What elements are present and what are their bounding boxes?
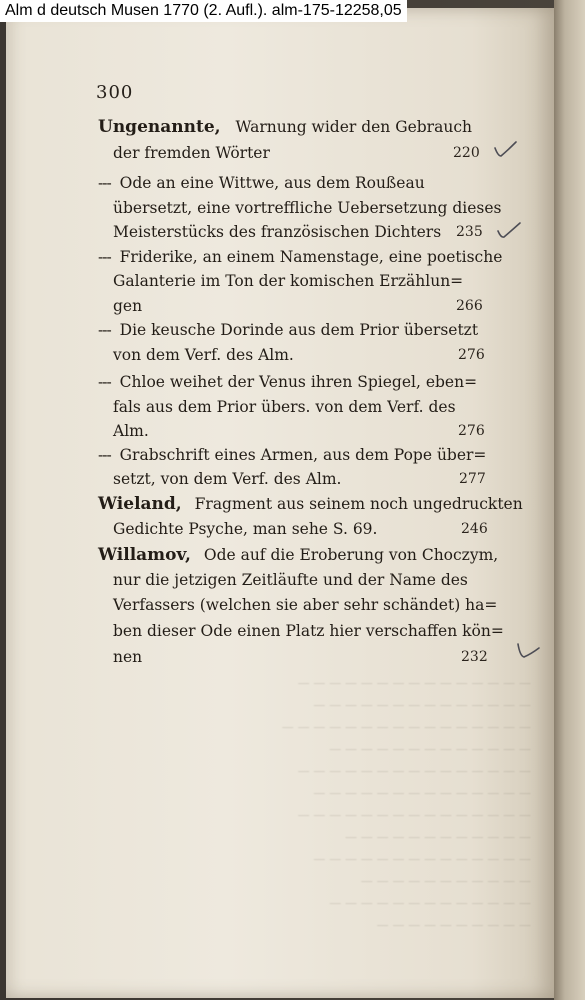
entry-line — [113, 645, 488, 669]
checkmark-icon — [496, 221, 526, 241]
ditto-dash: --- — [98, 446, 111, 464]
entry-line — [113, 196, 502, 220]
entry-text: fals aus dem Prior übers. von dem Verf. des — [113, 398, 456, 416]
entry-line — [113, 395, 456, 419]
entry-text: Warnung wider den Gebrauch — [235, 118, 472, 136]
entry-text: der fremden Wörter — [113, 144, 270, 162]
window-title: Alm d deutsch Musen 1770 (2. Aufl.). alm-175-12258,05 — [0, 0, 407, 22]
entry-text: Alm. — [113, 422, 149, 440]
entry-text: Ode an eine Wittwe, aus dem Roußeau — [119, 174, 425, 192]
entry-text: übersetzt, eine vortreffliche Uebersetzung dieses — [113, 199, 502, 217]
entry-line — [98, 370, 477, 394]
entry-page-ref: 277 — [459, 471, 486, 487]
entry-page-ref: 235 — [456, 224, 483, 240]
entry-line — [113, 467, 488, 491]
entry-line — [98, 171, 425, 195]
entry-text: Gedichte Psyche, man sehe S. 69. — [113, 520, 378, 538]
adjacent-page-edge — [554, 0, 585, 1000]
ditto-dash: --- — [98, 373, 111, 391]
ditto-dash: --- — [98, 248, 111, 266]
bleed-through-text: — — — — — — — — — — — — — — — — — — — — — — — — — — — — — — — — — — — — — — — — — — — — — — — — — — — — — — — — — — — — — — — — — — — — — — — — — — — — — — — — — — — — — — — — — — — — — — — — — — — — — — — — — — — — — — — — — — — — — — — — — — — — — — — — — — — — — — — — — — — — — — — — — — — — — — — — — — — — — — — — — — — [281, 676, 531, 932]
entry-page-ref: 276 — [458, 347, 485, 363]
entry-line — [113, 517, 488, 541]
entry-author: Ungenannte, — [98, 117, 221, 137]
entry-line — [98, 543, 498, 567]
entry-line — [113, 568, 468, 592]
page-number: 300 — [96, 82, 134, 103]
entry-line — [98, 245, 502, 269]
entry-line — [113, 419, 488, 443]
entry-author: Wieland, — [98, 494, 182, 514]
entry-line — [98, 443, 486, 467]
entry-text: nur die jetzigen Zeitläufte und der Name des — [113, 571, 468, 589]
entry-text: Meisterstücks des französischen Dichters — [113, 223, 442, 241]
entry-page-ref: 232 — [461, 649, 488, 665]
entry-line — [113, 141, 488, 165]
entry-line — [113, 593, 497, 617]
entry-page-ref: 276 — [458, 423, 485, 439]
entry-line — [98, 492, 523, 516]
entry-line — [113, 343, 488, 367]
entry-text: von dem Verf. des Alm. — [113, 346, 294, 364]
entry-line — [113, 619, 504, 643]
entry-page-ref: 266 — [456, 298, 483, 314]
entry-line — [98, 318, 478, 342]
entry-line — [113, 269, 463, 293]
entry-text: gen — [113, 297, 143, 315]
entry-author: Willamov, — [98, 545, 191, 565]
entry-text: Die keusche Dorinde aus dem Prior übersetzt — [119, 321, 479, 339]
entry-page-ref: 220 — [453, 145, 480, 161]
entry-text: Friderike, an einem Namenstage, eine poetische — [119, 248, 503, 266]
entry-text: Galanterie im Ton der komischen Erzählun= — [113, 272, 464, 290]
checkmark-icon — [492, 140, 522, 160]
ditto-dash: --- — [98, 321, 111, 339]
entry-text: Fragment aus seinem noch ungedruckten — [194, 495, 523, 513]
entry-text: Verfassers (welchen sie aber sehr schändet) ha= — [113, 596, 498, 614]
checkmark-icon — [515, 640, 545, 660]
entry-text: setzt, von dem Verf. des Alm. — [113, 470, 342, 488]
entry-line — [98, 115, 472, 139]
entry-line — [113, 220, 488, 244]
entry-text: Chloe weihet der Venus ihren Spiegel, eben= — [119, 373, 478, 391]
ditto-dash: --- — [98, 174, 111, 192]
entry-line — [113, 294, 488, 318]
entry-text: Grabschrift eines Armen, aus dem Pope über= — [119, 446, 487, 464]
entry-page-ref: 246 — [461, 521, 488, 537]
entry-text: nen — [113, 648, 143, 666]
entry-text: ben dieser Ode einen Platz hier verschaffen kön= — [113, 622, 504, 640]
entry-text: Ode auf die Eroberung von Choczym, — [203, 546, 499, 564]
